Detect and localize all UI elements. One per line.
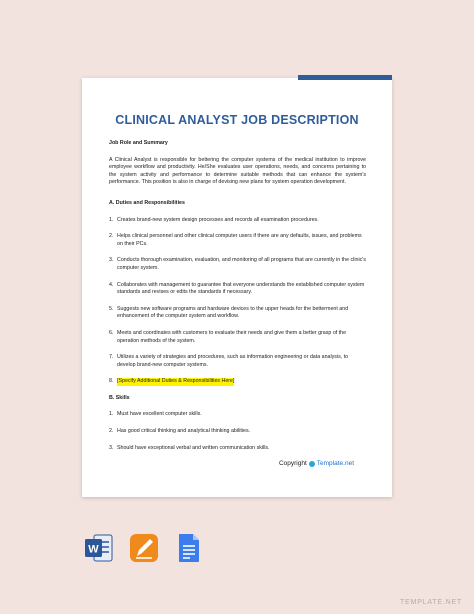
list-item	[109, 330, 366, 345]
pages-icon[interactable]	[130, 533, 158, 563]
skills-list	[109, 411, 366, 452]
item-text: Creates brand-new system design processes and records all examination procedures.	[117, 216, 319, 223]
item-number: 2.	[109, 233, 114, 240]
item-text: Utilizes a variety of strategies and procedures, such as information engineering or data analysis, to develop brand-new computer systems.	[117, 354, 349, 368]
accent-bar	[298, 75, 392, 80]
skills-heading: B. Skills	[109, 394, 130, 401]
list-item	[109, 354, 366, 369]
item-text: Has good critical thinking and analytical thinking abilities.	[117, 428, 251, 435]
document-page	[82, 78, 392, 497]
highlighted-placeholder: [Specify Additional Duties & Responsibilities Here]	[117, 378, 235, 385]
item-number: 8.	[109, 378, 114, 385]
item-text: Must have excellent computer skills.	[117, 411, 202, 418]
format-icons	[85, 533, 203, 563]
item-number: 1.	[109, 216, 114, 223]
template-logo-icon	[309, 461, 315, 467]
list-item	[109, 378, 366, 386]
item-number: 6.	[109, 329, 114, 336]
item-number: 4.	[109, 281, 114, 288]
item-text: Meets and coordinates with customers to evaluate their needs and give them a better grasp of the operation methods of the system.	[117, 329, 347, 344]
item-number: 3.	[109, 257, 114, 264]
item-number: 1.	[109, 411, 114, 418]
item-number: 3.	[109, 444, 114, 451]
item-text: Suggests new software programs and hardware devices to the upper heads for the betterment and enhancement of the computer system and workflow.	[117, 305, 349, 320]
item-text: Collaborates with management to guarantee that everyone understands the established computer system standards and revises or edits the standards if necessary.	[117, 281, 365, 296]
duties-heading: A. Duties and Responsibilities	[109, 199, 185, 206]
google-docs-icon[interactable]	[175, 533, 203, 563]
duties-list	[109, 217, 366, 386]
list-item	[109, 217, 366, 225]
list-item	[109, 306, 366, 321]
list-item	[109, 445, 366, 453]
word-letter: W	[88, 543, 99, 556]
item-text: Should have exceptional verbal and written communication skills.	[117, 444, 270, 451]
item-text: Conducts thorough examination, evaluation, and monitoring of all programs that are currently in the clinic's computer system.	[117, 257, 366, 271]
list-item	[109, 233, 366, 248]
item-number: 7.	[109, 354, 114, 361]
list-item	[109, 411, 366, 419]
item-number: 2.	[109, 428, 114, 435]
copyright-link[interactable]: Template.net	[316, 460, 354, 467]
copyright-line	[279, 460, 354, 467]
copyright-label: Copyright	[278, 460, 307, 467]
document-title: CLINICAL ANALYST JOB DESCRIPTION	[115, 113, 359, 127]
word-icon[interactable]	[85, 533, 113, 563]
document-content	[109, 140, 366, 461]
item-number: 5.	[109, 305, 114, 312]
watermark-text: TEMPLATE.NET	[400, 599, 462, 606]
list-item	[109, 282, 366, 297]
item-text: Helps clinical personnel and other clinical computer users if there are any defaults, issues, and problems on their PCs.	[117, 233, 362, 247]
list-item	[109, 428, 366, 436]
list-item	[109, 257, 366, 272]
job-role-heading: Job Role and Summary	[109, 140, 168, 146]
job-role-summary: A Clinical Analyst is responsible for bettering the computer systems of the medical institution to improve employee workflow and productivity. He/She evaluates user operations, needs, and concerns pertaining to the system activity and performance to determine suitable methods that can enhance the system's performance. This position is also in charge of devising new plans for system operation development.	[109, 156, 366, 186]
